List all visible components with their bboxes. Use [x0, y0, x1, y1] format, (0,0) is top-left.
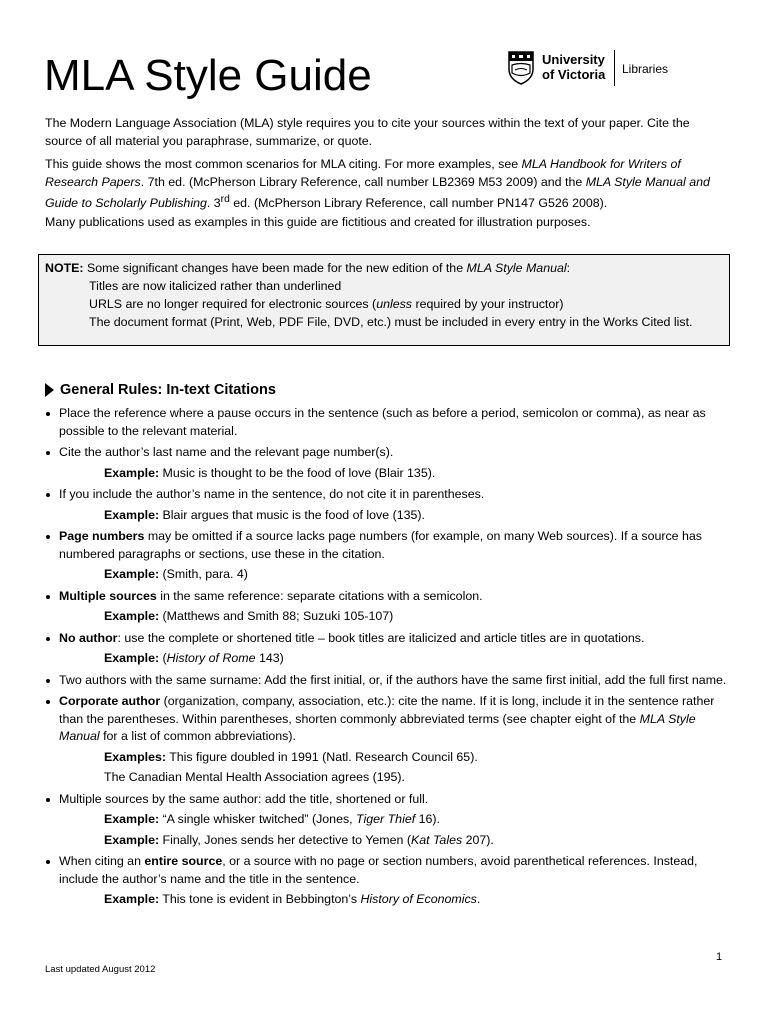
list-item: Multiple sources in the same reference: separate citations with a semicolon. Example: (Matthews and Smith 88; Suzuki 105-107)	[45, 588, 733, 626]
arrow-right-icon	[45, 383, 54, 397]
example-line: Example: (Smith, para. 4)	[104, 567, 248, 581]
list-item: Two authors with the same surname: Add the first initial, or, if the authors have the same first initial, add the full first name.	[45, 672, 733, 690]
example-line: Example: Blair argues that music is the food of love (135).	[104, 507, 425, 522]
intro-paragraph-1: The Modern Language Association (MLA) style requires you to cite your sources within the text of your paper. Cite the source of all material you paraphrase, summarize, or quote.	[45, 116, 690, 148]
rules-list	[45, 405, 733, 913]
logo-university-text: University of Victoria	[542, 52, 606, 82]
style-manual-title: MLA Style Manual and Guide to Scholarly Publishing	[45, 174, 710, 211]
list-item: No author: use the complete or shortened title – book titles are italicized and article titles are in quotations. Example: (History of Rome 143)	[45, 630, 733, 668]
list-item: Place the reference where a pause occurs in the sentence (such as before a period, semicolon or comma), as near as possible to the relevant material.	[45, 405, 733, 440]
note-box: NOTE: Some significant changes have been made for the new edition of the MLA Style Manual: Titles are now italicized rather than underlined URLS are no longer required for electronic sources (unless required by your instructor) The document format (Print, Web, PDF File, DVD, etc.) must be included in every entry in the Works Cited list.	[38, 254, 730, 346]
logo-libraries-text: Libraries	[622, 62, 669, 76]
example-line: Example: This tone is evident in Bebbington’s History of Economics.	[104, 892, 481, 906]
note-label: NOTE:	[45, 261, 84, 275]
uvic-libraries-logo	[508, 50, 678, 90]
example-line: Example: Finally, Jones sends her detective to Yemen (Kat Tales 207).	[104, 832, 494, 847]
list-item: Corporate author (organization, company, association, etc.): cite the name. If it is long, include it in the sentence rather than the parentheses. Within parentheses, shorten commonly abbreviated terms (see chapter eight of the MLA Style Manual for a list of common abbreviations). Examples: This figure doubled in 1991 (Natl. Research Council 65). The Canadian Mental Health Association agrees (195).	[45, 693, 733, 787]
list-item: Cite the author’s last name and the relevant page number(s). Example: Music is thought to be the food of love (Blair 135).	[45, 444, 733, 482]
example-line: Examples: This figure doubled in 1991 (Natl. Research Council 65).	[104, 749, 478, 764]
page-title: MLA Style Guide	[44, 51, 372, 100]
example-line: Example: (History of Rome 143)	[104, 651, 284, 665]
note-item: Titles are now italicized rather than underlined	[89, 279, 342, 293]
intro-paragraph-2: This guide shows the most common scenarios for MLA citing. For more examples, see MLA Handbook for Writers of Research Papers. 7th ed. (McPherson Library Reference, call number LB2369 M53 2009) and the MLA Style Manual and Guide to Scholarly Publishing. 3rd ed. (McPherson Library Reference, call number PN147 G526 2008).	[45, 157, 710, 211]
page-number: 1	[716, 951, 723, 963]
intro-paragraph-3: Many publications used as examples in this guide are fictitious and created for illustration purposes.	[45, 215, 591, 229]
list-item: Multiple sources by the same author: add the title, shortened or full. Example: “A single whisker twitched” (Jones, Tiger Thief 16). Example: Finally, Jones sends her detective to Yemen (Kat Tales 207).	[45, 791, 733, 850]
example-line: Example: (Matthews and Smith 88; Suzuki 105-107)	[104, 609, 394, 623]
example-line: The Canadian Mental Health Association agrees (195).	[104, 770, 405, 784]
note-item: The document format (Print, Web, PDF File, DVD, etc.) must be included in every entry in the Works Cited list.	[89, 315, 693, 329]
uvic-shield-icon	[508, 51, 534, 85]
example-line: Example: Music is thought to be the food of love (Blair 135).	[104, 465, 436, 480]
note-item: URLS are no longer required for electronic sources (unless required by your instructor)	[89, 297, 564, 311]
last-updated: Last updated August 2012	[45, 964, 156, 975]
handbook-title: MLA Handbook for Writers of Research Papers	[45, 157, 681, 189]
section-heading: General Rules: In-text Citations	[45, 382, 276, 398]
list-item: If you include the author’s name in the sentence, do not cite it in parentheses. Example: Blair argues that music is the food of love (135).	[45, 486, 733, 524]
list-item: When citing an entire source, or a source with no page or section numbers, avoid parenthetical references. Instead, include the author’s name and the title in the sentence. Example: This tone is evident in Bebbington’s History of Economics.	[45, 853, 733, 909]
list-item: Page numbers may be omitted if a source lacks page numbers (for example, on many Web sources). If a source has numbered paragraphs or sections, use these in the citation. Example: (Smith, para. 4)	[45, 528, 733, 584]
example-line: Example: “A single whisker twitched” (Jones, Tiger Thief 16).	[104, 812, 440, 826]
logo-divider	[614, 50, 615, 86]
